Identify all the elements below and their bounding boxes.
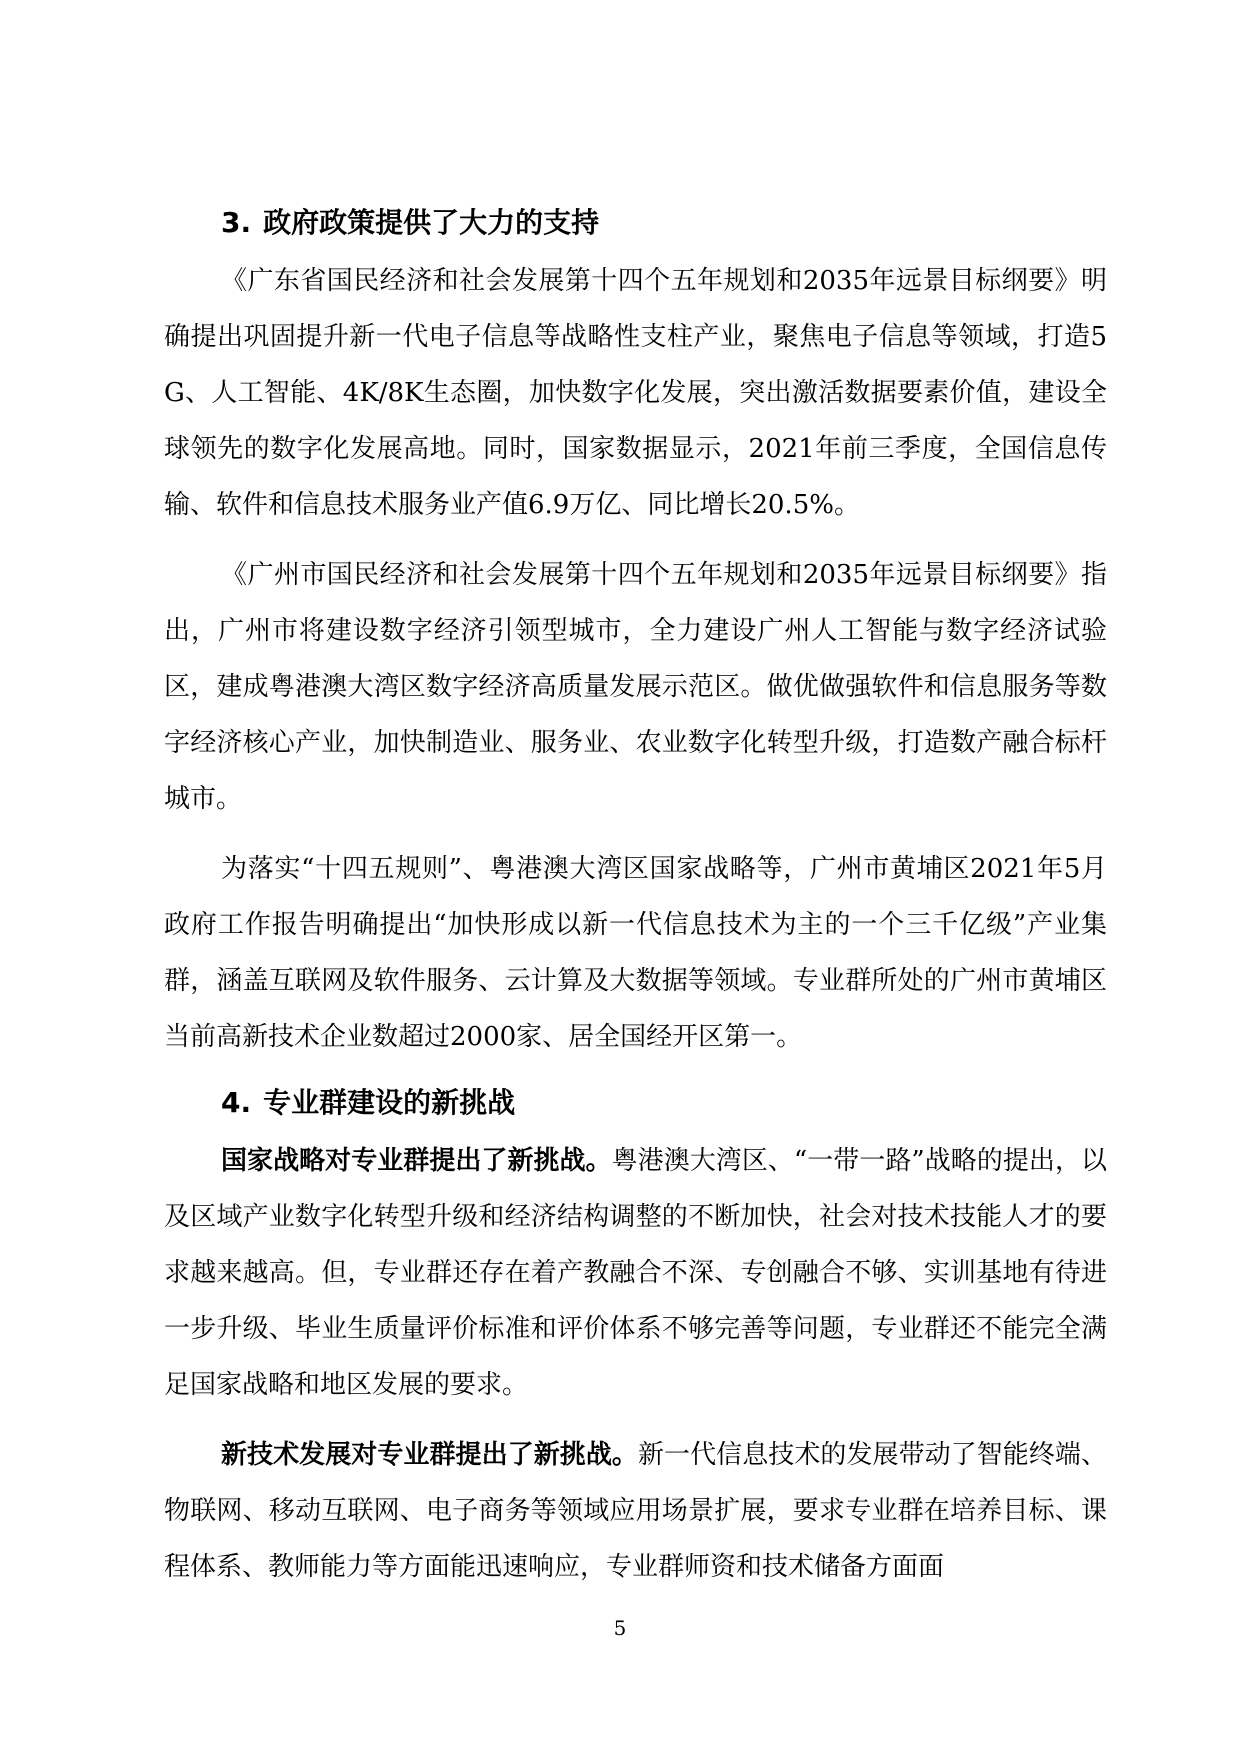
page-content [164,199,1107,1595]
section-number: 4. [221,1086,252,1119]
page-number: 5 [613,1616,627,1640]
section-heading-3 [164,199,1107,247]
paragraph-body: 新一代信息技术的发展带动了智能终端、物联网、移动互联网、电子商务等领域应用场景扩展，要求专业群在培养目标、课程体系、教师能力等方面能迅速响应，专业群师资和技术储备方面面 [164,1440,1107,1582]
section-number: 3. [221,206,252,239]
section-heading-4 [164,1079,1107,1127]
paragraph-lead: 国家战略对专业群提出了新挑战。 [221,1146,612,1176]
paragraph-lead: 新技术发展对专业群提出了新挑战。 [221,1440,638,1470]
paragraph-guangzhou-plan: 《广州市国民经济和社会发展第十四个五年规划和2035年远景目标纲要》指出，广州市将建设数字经济引领型城市，全力建设广州人工智能与数字经济试验区，建成粤港澳大湾区数字经济高质量发展示范区。做优做强软件和信息服务等数字经济核心产业，加快制造业、服务业、农业数字化转型升级，打造数产融合标杆城市。 [164,560,1107,814]
section-title: 政府政策提供了大力的支持 [263,206,600,239]
paragraph-national-strategy-challenge [164,1133,1107,1413]
paragraph-huangpu-district: 为落实“十四五规则”、粤港澳大湾区国家战略等，广州市黄埔区2021年5月政府工作报告明确提出“加快形成以新一代信息技术为主的一个三千亿级”产业集群，涵盖互联网及软件服务、云计算及大数据等领域。专业群所处的广州市黄埔区当前高新技术企业数超过2000家、居全国经开区第一。 [164,854,1107,1052]
paragraph-guangdong-plan: 《广东省国民经济和社会发展第十四个五年规划和2035年远景目标纲要》明确提出巩固提升新一代电子信息等战略性支柱产业，聚焦电子信息等领域，打造5G、人工智能、4K/8K生态圈，加快数字化发展，突出激活数据要素价值，建设全球领先的数字化发展高地。同时，国家数据显示，2021年前三季度，全国信息传输、软件和信息技术服务业产值6.9万亿、同比增长20.5%。 [164,266,1107,520]
paragraph-body: 粤港澳大湾区、“一带一路”战略的提出，以及区域产业数字化转型升级和经济结构调整的不断加快，社会对技术技能人才的要求越来越高。但，专业群还存在着产教融合不深、专创融合不够、实训基地有待进一步升级、毕业生质量评价标准和评价体系不够完善等问题，专业群还不能完全满足国家战略和地区发展的要求。 [164,1146,1107,1400]
paragraph-new-technology-challenge [164,1427,1107,1595]
section-title: 专业群建设的新挑战 [263,1086,516,1119]
